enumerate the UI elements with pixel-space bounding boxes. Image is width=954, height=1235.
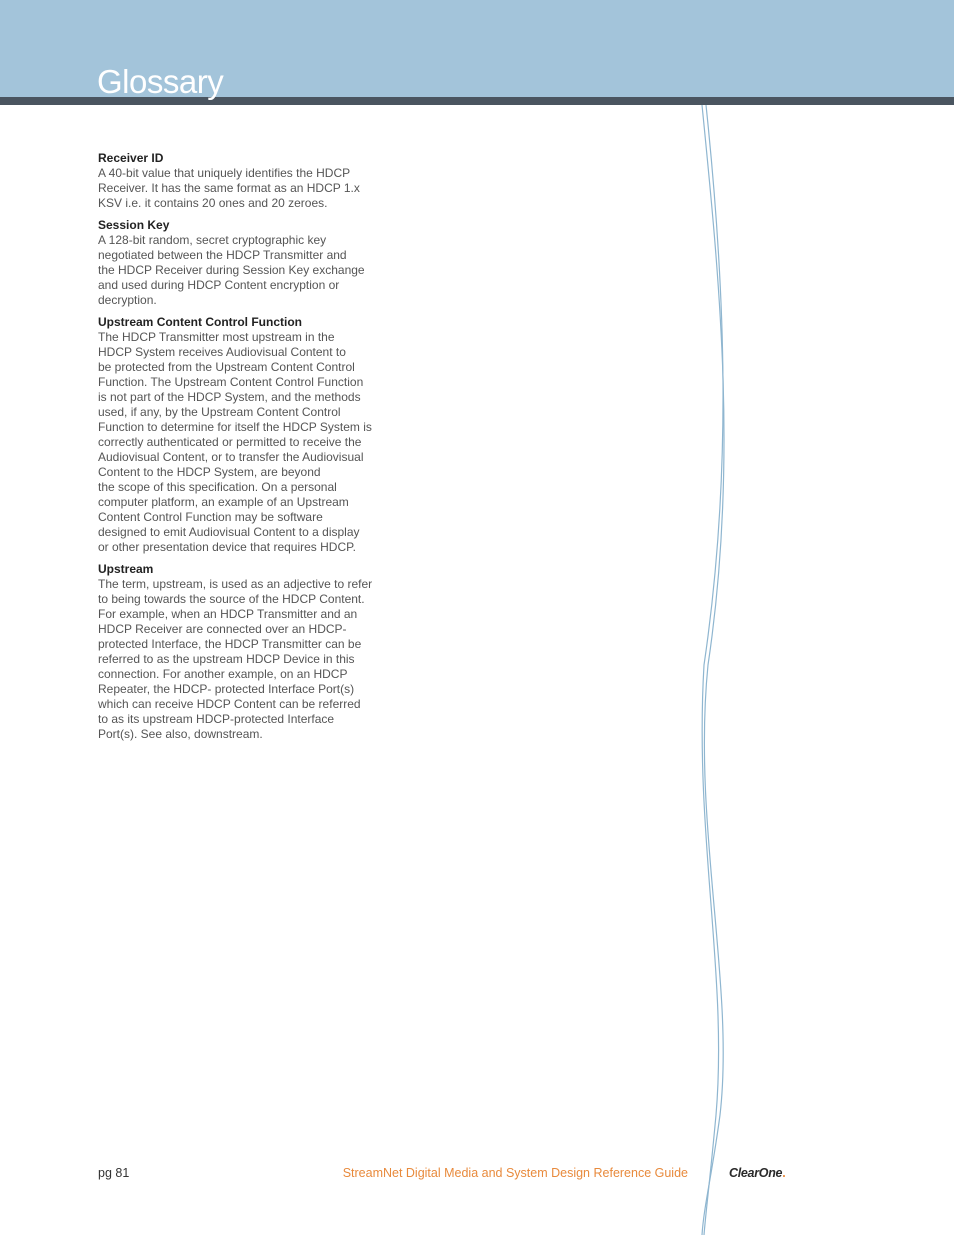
logo-text: ClearOne xyxy=(729,1166,783,1180)
definition-line: the scope of this specification. On a personal xyxy=(98,480,337,494)
definition-line: the HDCP Receiver during Session Key exchange xyxy=(98,263,365,277)
definition-line: Content Control Function may be software xyxy=(98,510,323,524)
definition-line: negotiated between the HDCP Transmitter and xyxy=(98,248,347,262)
definition-line: referred to as the upstream HDCP Device in this xyxy=(98,652,355,666)
definition-line: HDCP Receiver are connected over an HDCP- xyxy=(98,622,347,636)
definition-line: or other presentation device that requires HDCP. xyxy=(98,540,356,554)
definition-line: correctly authenticated or permitted to receive the xyxy=(98,435,362,449)
definition-line: A 128-bit random, secret cryptographic key xyxy=(98,233,327,247)
definition-line: designed to emit Audiovisual Content to a display xyxy=(98,525,360,539)
definition-line: HDCP System receives Audiovisual Content to xyxy=(98,345,346,359)
definition-line: to as its upstream HDCP-protected Interface xyxy=(98,712,335,726)
definition-line: Function to determine for itself the HDCP System is xyxy=(98,420,372,434)
definition-line: For example, when an HDCP Transmitter and an xyxy=(98,607,358,621)
guide-title: StreamNet Digital Media and System Design Reference Guide xyxy=(342,1166,688,1180)
page-number: pg 81 xyxy=(98,1166,130,1180)
glossary-content xyxy=(98,151,380,749)
glossary-definition xyxy=(98,330,380,555)
definition-line: decryption. xyxy=(98,293,157,307)
definition-line: Port(s). See also, downstream. xyxy=(98,727,263,741)
definition-line: KSV i.e. it contains 20 ones and 20 zeroes. xyxy=(98,196,328,210)
definition-line: Content to the HDCP System, are beyond xyxy=(98,465,321,479)
glossary-term: Receiver ID xyxy=(98,151,164,165)
glossary-definition xyxy=(98,166,380,211)
definition-line: Repeater, the HDCP- protected Interface Port(s) xyxy=(98,682,355,696)
definition-line: The term, upstream, is used as an adjective to refer xyxy=(98,577,373,591)
glossary-term: Upstream Content Control Function xyxy=(98,315,302,329)
glossary-entry-upstream-content-control-function xyxy=(98,315,380,555)
glossary-definition xyxy=(98,577,380,742)
glossary-definition xyxy=(98,233,380,308)
definition-line: is not part of the HDCP System, and the methods xyxy=(98,390,361,404)
definition-line: The HDCP Transmitter most upstream in the xyxy=(98,330,335,344)
definition-line: connection. For another example, on an HDCP xyxy=(98,667,348,681)
clearone-logo xyxy=(729,1166,785,1180)
definition-line: and used during HDCP Content encryption or xyxy=(98,278,340,292)
definition-line: A 40-bit value that uniquely identifies the HDCP xyxy=(98,166,351,180)
glossary-entry-receiver-id xyxy=(98,151,380,211)
definition-line: computer platform, an example of an Upstream xyxy=(98,495,349,509)
glossary-term: Session Key xyxy=(98,218,170,232)
glossary-entry-session-key xyxy=(98,218,380,308)
definition-line: Audiovisual Content, or to transfer the Audiovisual xyxy=(98,450,364,464)
decorative-wave-lines xyxy=(690,105,740,1235)
definition-line: which can receive HDCP Content can be referred xyxy=(98,697,361,711)
logo-dot: . xyxy=(782,1166,786,1180)
definition-line: protected Interface, the HDCP Transmitter can be xyxy=(98,637,362,651)
definition-line: Receiver. It has the same format as an HDCP 1.x xyxy=(98,181,360,195)
definition-line: to being towards the source of the HDCP Content. xyxy=(98,592,365,606)
page-title: Glossary xyxy=(97,63,224,100)
glossary-entry-upstream xyxy=(98,562,380,742)
glossary-term: Upstream xyxy=(98,562,154,576)
definition-line: Function. The Upstream Content Control Function xyxy=(98,375,364,389)
definition-line: be protected from the Upstream Content Control xyxy=(98,360,355,374)
definition-line: used, if any, by the Upstream Content Control xyxy=(98,405,341,419)
